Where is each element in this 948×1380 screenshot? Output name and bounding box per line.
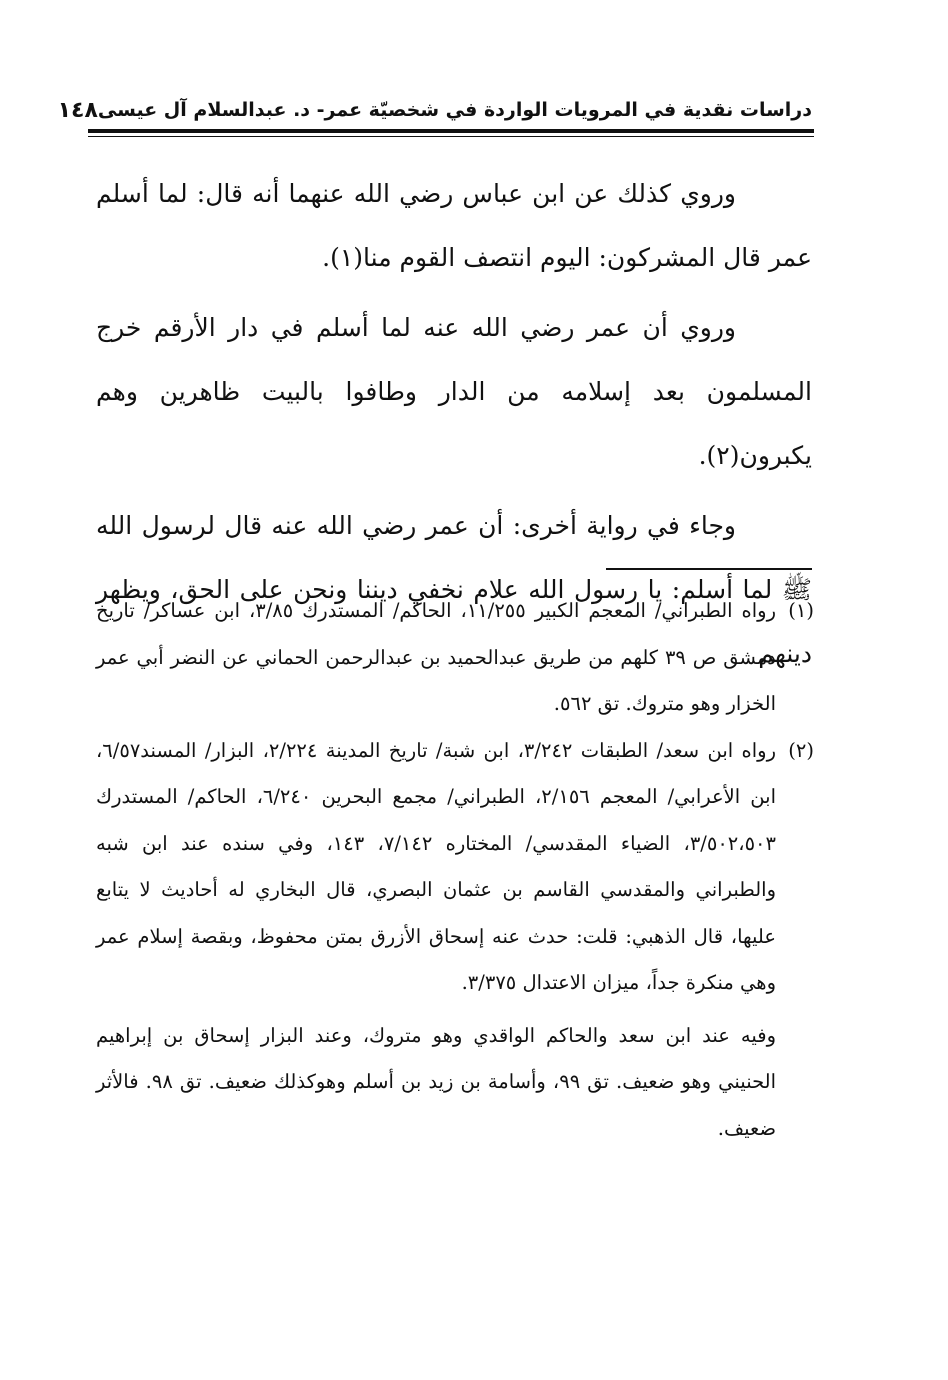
footnote-text: رواه ابن سعد/ الطبقات ٣/٢٤٢، ابن شبة/ تاريخ المدينة ٢/٢٢٤، البزار/ المسند٦/٥٧، ابن الأعرابي/ المعجم ٢/١٥٦، الطبراني/ مجمع البحرين ٦/٢٤٠، الحاكم/ المستدرك ٣/٥٠٢،٥٠٣، الضياء المقدسي/ المختاره ٧/١٤٢، ١٤٣، وفي سنده عند ابن شبه والطبراني والمقدسي القاسم بن عثمان البصري، قال البخاري له أحاديث لا يتابع عليها، قال الذهبي: قلت: حدث عنه إسحاق الأزرق بمتن محفوظ، وبقصة إسلام عمر وهي منكرة جداً، ميزان الاعتدال ٣/٣٧٥. [96,738,776,994]
page-number: ١٤٨ [57,97,98,123]
footnote-text: رواه الطبراني/ المعجم الكبير ١١/٢٥٥، الحاكم/ المستدرك ٣/٨٥، ابن عساكر/ تاريخ دمشق ص ٣٩ كلهم من طريق عبدالحميد بن عبدالرحمن الحماني عن النضر أبي عمر الخزار وهو متروك. تق ٥٦٢. [96,599,777,715]
header-rule-thick [88,129,814,133]
running-header [57,92,812,128]
footnotes [96,588,814,1152]
paragraph: وروي أن عمر رضي الله عنه لما أسلم في دار الأرقم خرج المسلمون بعد إسلامه من الدار وطافوا بالبيت ظاهرين وهم يكبرون(٢). [96,313,812,470]
footnote [96,588,814,728]
footnote-continuation: وفيه عند ابن سعد والحاكم الواقدي وهو متروك، وعند البزار إسحاق بن إبراهيم الحنيني وهو ضعيف. تق ٩٩، وأسامة بن زيد بن أسلم وهوكذلك ضعيف. تق ٩٨. فالأثر ضعيف. [96,1023,777,1140]
footnote-separator [606,568,812,570]
footnote [96,728,814,1007]
footnote-marker: (٢) [788,738,814,762]
footnote-marker: (١) [788,599,814,622]
header-title: دراسات نقدية في المرويات الواردة في شخصيّة عمر- د. عبدالسلام آل عيسى [97,99,812,121]
paragraph: وروي كذلك عن ابن عباس رضي الله عنهما أنه قال: لما أسلم عمر قال المشركون: اليوم انتصف القوم منا(١). [96,179,812,272]
paragraph: وجاء في رواية أخرى: أن عمر رضي الله عنه قال لرسول الله ﷺ لما أسلم: يا رسول الله علام نخفي ديننا ونحن على الحق، ويظهر دينهم [96,511,812,668]
header-rule-thin [88,136,814,137]
